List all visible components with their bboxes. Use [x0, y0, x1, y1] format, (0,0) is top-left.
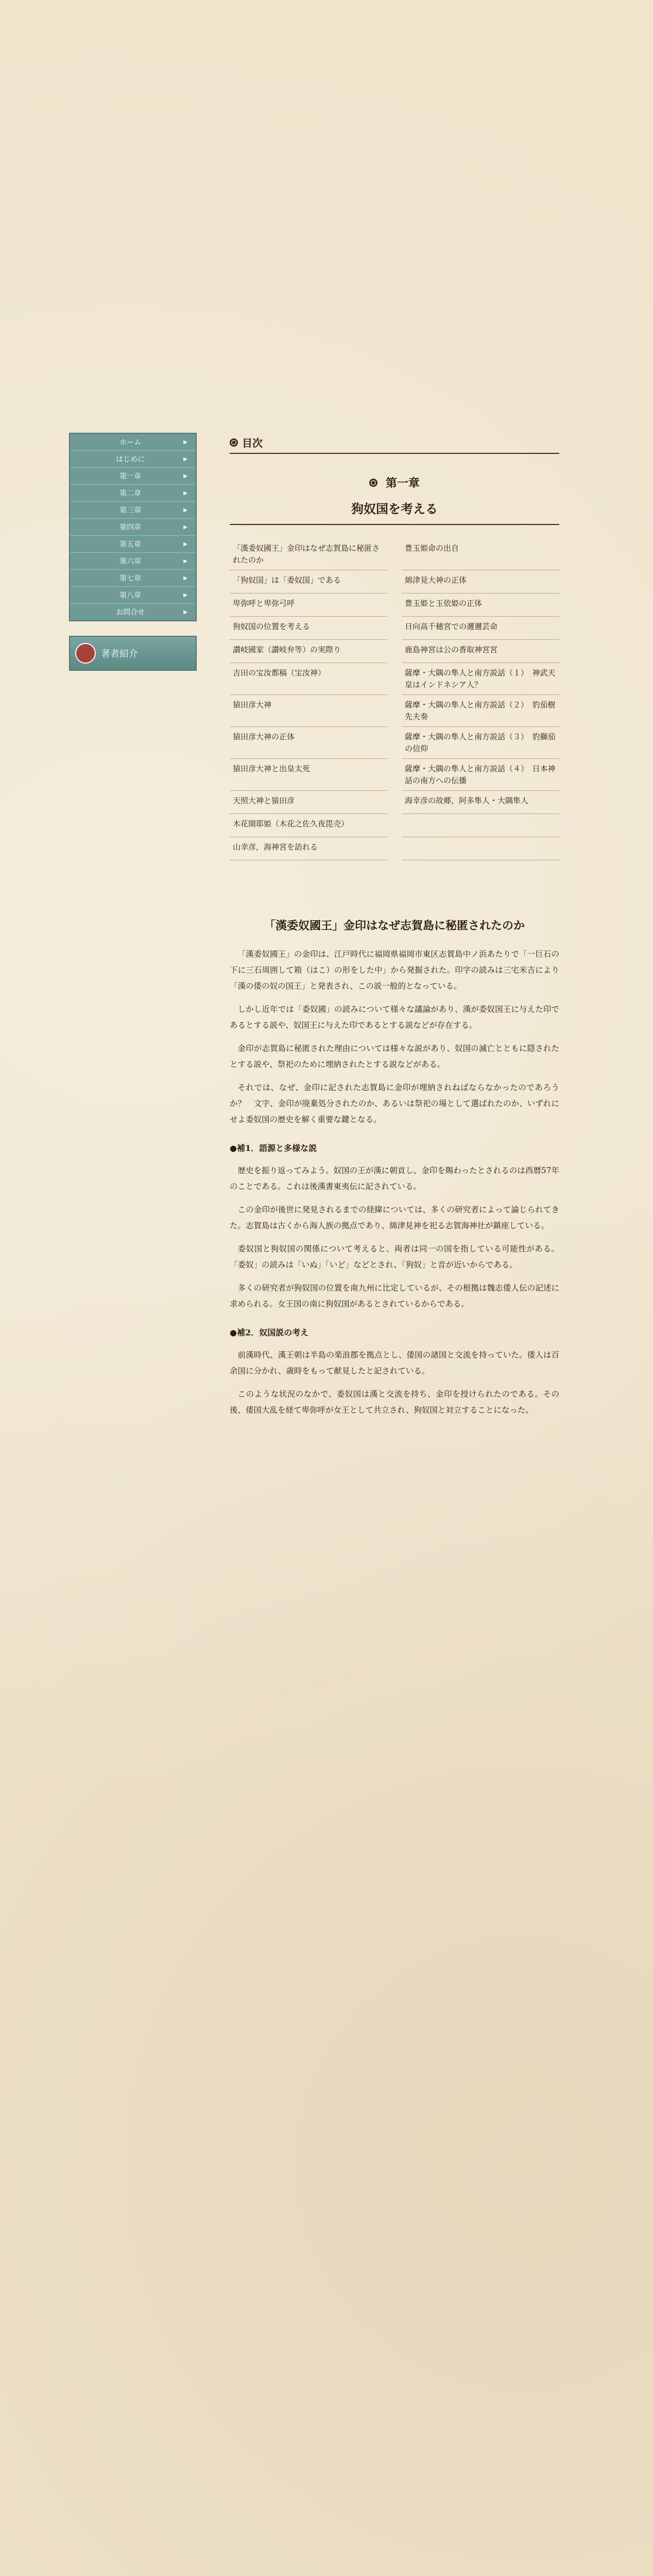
toc-link[interactable]: 「狗奴国」は「委奴国」である — [230, 570, 387, 594]
paragraph: 「漢委奴國王」の金印は、江戸時代に福岡県福岡市東区志賀島中ノ浜あたりで「一巨石の下に三石周囲して箱（はこ）の形をした中」から発掘された。印字の読みは三宅米吉により「漢の倭の奴の国王」と発表され、この説一般的となっている。 — [230, 950, 559, 991]
toc-link[interactable]: 天照大神と猿田彦 — [230, 791, 387, 814]
bullet-icon — [230, 438, 238, 447]
toc-link[interactable]: 豊玉姫と玉依姫の正体 — [402, 594, 559, 617]
paragraph: 委奴国と狗奴国の関係について考えると、両者は同一の国を指している可能性がある。「委奴」の読みは「いぬ」「いど」などとされ、「狗奴」と音が近いからである。 — [230, 1244, 559, 1269]
article-body — [230, 946, 559, 1418]
subsection-title: ●補1．語源と多様な説 — [230, 1143, 317, 1153]
toc-link[interactable]: 鹿島神宮は公の香取神宮宮 — [402, 640, 559, 663]
sidebar-item-chapter5[interactable] — [70, 536, 196, 553]
paragraph: このような状況のなかで、委奴国は漢と交流を持ち、金印を授けられたのである。その後、倭国大乱を経て卑弥呼が女王として共立され、狗奴国と対立することになった。 — [230, 1389, 559, 1415]
sidebar-item-label: 第六章 — [119, 557, 142, 566]
divider — [230, 524, 559, 525]
arrow-right-icon: ▶ — [183, 439, 187, 445]
sidebar-item-label: 第八章 — [119, 591, 142, 600]
sidebar-item-home[interactable] — [70, 434, 196, 451]
arrow-right-icon: ▶ — [183, 609, 187, 615]
toc-link[interactable]: 「漢委奴國王」金印はなぜ志賀島に秘匿されたのか — [230, 538, 387, 570]
page — [69, 0, 584, 2576]
toc-grid — [230, 538, 559, 860]
sidebar-item-label: 第五章 — [119, 540, 142, 549]
toc-link[interactable]: 綿津見大神の正体 — [402, 570, 559, 594]
sidebar-item-chapter4[interactable] — [70, 519, 196, 536]
sidebar-item-label: 第二章 — [119, 489, 142, 498]
toc-link[interactable]: 薩摩・大隅の隼人と南方説話（１） 神武天皇はインドネシア人？ — [402, 663, 559, 695]
paragraph: 歴史を振り返ってみよう。奴国の王が漢に朝貢し、金印を賜わったとされるのは西暦57年のことである。これは後漢書東夷伝に記されている。 — [230, 1166, 559, 1191]
contents-heading-text: 目次 — [242, 437, 263, 449]
sidebar-item-label: 第一章 — [119, 472, 142, 481]
arrow-right-icon: ▶ — [183, 558, 187, 564]
sidebar — [69, 433, 197, 671]
sidebar-item-label: お問合せ — [116, 608, 145, 617]
toc-link[interactable]: 卑弥呼と卑弥弓呼 — [230, 594, 387, 617]
contents-heading — [230, 435, 559, 454]
toc-link[interactable]: 猿田彦大神と出皇太死 — [230, 759, 387, 791]
toc-link[interactable]: 薩摩・大隅の隼人と南方説話（３） 豹獅茄の信仰 — [402, 727, 559, 759]
toc-link[interactable]: 薩摩・大隅の隼人と南方説話（４） 日本神話の南方への伝播 — [402, 759, 559, 791]
arrow-right-icon: ▶ — [183, 456, 187, 462]
sidebar-item-chapter6[interactable] — [70, 553, 196, 570]
author-seal-icon — [75, 643, 96, 664]
sidebar-item-label: 第七章 — [119, 574, 142, 583]
toc-link[interactable]: 豊玉姫命の出自 — [402, 538, 559, 570]
sidebar-item-chapter7[interactable] — [70, 570, 196, 587]
toc-link[interactable]: 木花開耶姫（木花之佐久夜毘売） — [230, 814, 387, 837]
paragraph: この金印が後世に発見されるまでの経緯については、多くの研究者によって論じられてきた。志賀島は古くから海人族の拠点であり、綿津見神を祀る志賀海神社が鎮座している。 — [230, 1205, 559, 1230]
chapter-title: 狗奴国を考える — [351, 501, 438, 516]
section-title: 「漢委奴國王」金印はなぜ志賀島に秘匿されたのか — [264, 919, 525, 933]
bullet-icon — [369, 479, 377, 487]
chapter-label-text: 第一章 — [385, 477, 420, 490]
arrow-right-icon: ▶ — [183, 524, 187, 530]
sidebar-item-label: ホーム — [119, 438, 142, 447]
sidebar-item-contact[interactable] — [70, 604, 196, 620]
sidebar-item-chapter1[interactable] — [70, 468, 196, 485]
paragraph: 前漢時代、漢王朝は半島の楽浪郡を拠点とし、倭国の諸国と交流を持っていた。倭人は百余国に分かれ、歳時をもって献見したと記されている。 — [230, 1350, 559, 1376]
subsection-title: ●補2．奴国説の考え — [230, 1328, 309, 1337]
arrow-right-icon: ▶ — [183, 541, 187, 547]
paragraph: それでは、なぜ、金印に記された志賀島に金印が埋納されねばならなかったのであろうか？ 文字、金印が廃棄処分されたのか、あるいは祭祀の場として選ばれたのか、いずれにせよ委奴国の歴史を解く重要な鍵となる。 — [230, 1083, 559, 1124]
paragraph: 多くの研究者が狗奴国の位置を南九州に比定しているが、その根拠は魏志倭人伝の記述に求められる。女王国の南に狗奴国があるとされているからである。 — [230, 1283, 559, 1309]
toc-link[interactable]: 山幸彦，海神宮を訪れる — [230, 837, 387, 860]
toc-link[interactable]: 讃岐國家（讃岐弁等）の実際り — [230, 640, 387, 663]
toc-link[interactable]: 猿田彦大神の正体 — [230, 727, 387, 759]
toc-link[interactable] — [402, 814, 559, 837]
chapter-label — [230, 474, 559, 490]
arrow-right-icon: ▶ — [183, 490, 187, 496]
author-banner[interactable] — [69, 636, 197, 671]
arrow-right-icon: ▶ — [183, 507, 187, 513]
toc-link[interactable]: 猿田彦大神 — [230, 695, 387, 727]
toc-link[interactable]: 日向高千穂宮での邇邇芸命 — [402, 617, 559, 640]
toc-link[interactable]: 海幸彦の故郷，阿多隼人・大隅隼人 — [402, 791, 559, 814]
sidebar-nav — [69, 433, 197, 621]
arrow-right-icon: ▶ — [183, 575, 187, 581]
sidebar-item-label: 第四章 — [119, 523, 142, 532]
toc-link[interactable]: 薩摩・大隅の隼人と南方説話（２） 豹茄樹先夫奏 — [402, 695, 559, 727]
arrow-right-icon: ▶ — [183, 592, 187, 598]
sidebar-item-chapter2[interactable] — [70, 485, 196, 502]
toc-link[interactable]: 狗奴国の位置を考える — [230, 617, 387, 640]
toc-link[interactable] — [402, 837, 559, 860]
author-banner-label: 著者紹介 — [101, 649, 138, 659]
sidebar-item-label: はじめに — [116, 455, 145, 464]
sidebar-item-chapter3[interactable] — [70, 502, 196, 519]
arrow-right-icon: ▶ — [183, 473, 187, 479]
sidebar-item-chapter8[interactable] — [70, 587, 196, 604]
paragraph: 金印が志賀島に秘匿された理由については様々な説があり、奴国の滅亡とともに隠されたとする説や、祭祀のために埋納されたとする説などがある。 — [230, 1044, 559, 1069]
toc-link[interactable]: 吉田の宝汝都稿（宝汝神） — [230, 663, 387, 695]
main-content — [230, 435, 559, 1426]
paragraph: しかし近年では「委奴國」の読みについて様々な議論があり、漢が委奴国王に与えた印であるとする説や、奴国王に与えた印であるとする説などが存在する。 — [230, 1005, 559, 1030]
sidebar-item-label: 第三章 — [119, 506, 142, 515]
sidebar-item-intro[interactable] — [70, 451, 196, 468]
